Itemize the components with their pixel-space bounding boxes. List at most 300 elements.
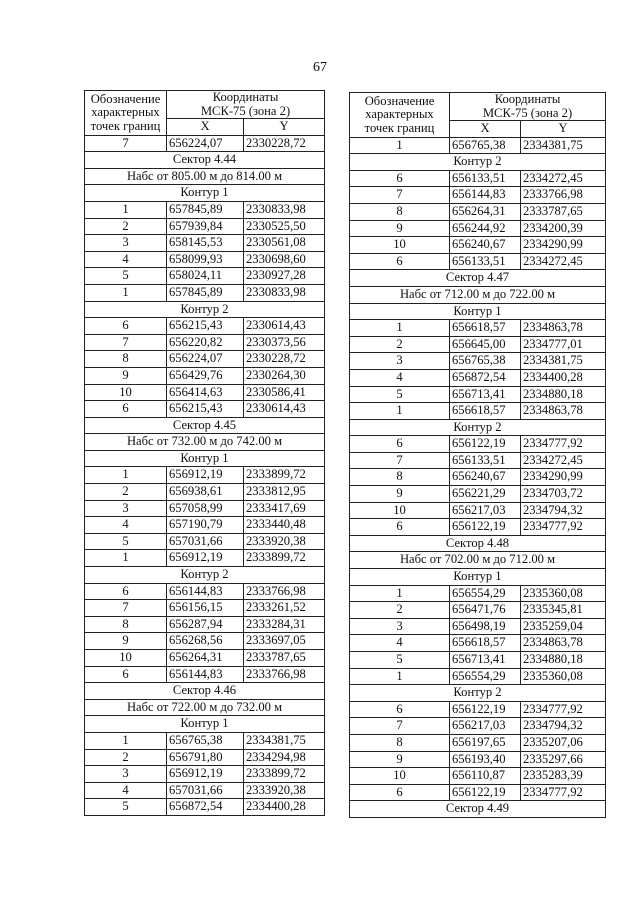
x-coordinate-cell: 656618,57 xyxy=(450,403,521,420)
y-coordinate-cell: 2333417,69 xyxy=(244,500,325,517)
y-header: Y xyxy=(244,119,325,136)
y-coordinate-cell: 2333261,52 xyxy=(244,600,325,617)
y-coordinate-cell: 2334381,75 xyxy=(521,137,606,154)
y-coordinate-cell: 2330927,28 xyxy=(244,268,325,285)
x-coordinate-cell: 657845,89 xyxy=(167,201,244,218)
point-number-cell: 9 xyxy=(85,633,167,650)
table-row xyxy=(85,268,325,285)
y-coordinate-cell: 2333766,98 xyxy=(244,583,325,600)
section-heading: Контур 1 xyxy=(85,450,325,467)
section-heading-row xyxy=(350,685,606,702)
table-row xyxy=(85,284,325,301)
section-heading: Сектор 4.45 xyxy=(85,417,325,434)
x-coordinate-cell: 657031,66 xyxy=(167,533,244,550)
point-number-cell: 2 xyxy=(85,218,167,235)
table-row xyxy=(350,253,606,270)
y-coordinate-cell: 2330228,72 xyxy=(244,351,325,368)
y-coordinate-cell: 2334777,01 xyxy=(521,336,606,353)
x-coordinate-cell: 656872,54 xyxy=(167,799,244,816)
table-row xyxy=(85,749,325,766)
section-heading-row xyxy=(85,699,325,716)
point-number-cell: 1 xyxy=(85,201,167,218)
table-row xyxy=(350,701,606,718)
x-coordinate-cell: 656765,38 xyxy=(450,137,521,154)
y-coordinate-cell: 2335345,81 xyxy=(521,602,606,619)
point-number-cell: 3 xyxy=(85,235,167,252)
table-row xyxy=(350,170,606,187)
table-row xyxy=(85,782,325,799)
point-number-cell: 9 xyxy=(350,751,450,768)
y-coordinate-cell: 2334794,32 xyxy=(521,502,606,519)
point-number-cell: 2 xyxy=(85,749,167,766)
table-row xyxy=(350,734,606,751)
y-coordinate-cell: 2334703,72 xyxy=(521,486,606,503)
y-coordinate-cell: 2333899,72 xyxy=(244,766,325,783)
section-heading: Контур 2 xyxy=(350,154,606,171)
x-coordinate-cell: 656224,07 xyxy=(167,135,244,152)
x-coordinate-cell: 656713,41 xyxy=(450,386,521,403)
point-number-cell: 9 xyxy=(350,486,450,503)
x-coordinate-cell: 656765,38 xyxy=(167,732,244,749)
y-coordinate-cell: 2333812,95 xyxy=(244,484,325,501)
x-coordinate-cell: 658145,53 xyxy=(167,235,244,252)
y-coordinate-cell: 2335207,06 xyxy=(521,734,606,751)
x-coordinate-cell: 658099,93 xyxy=(167,251,244,268)
table-row xyxy=(350,635,606,652)
section-heading: Контур 1 xyxy=(350,569,606,586)
section-heading-row xyxy=(350,801,606,818)
point-number-cell: 9 xyxy=(350,220,450,237)
page-number: 67 xyxy=(313,60,327,75)
table-row xyxy=(85,367,325,384)
table-row xyxy=(350,436,606,453)
table-row xyxy=(350,502,606,519)
point-number-cell: 6 xyxy=(350,519,450,536)
section-heading-row xyxy=(350,569,606,586)
table-row xyxy=(350,585,606,602)
x-coordinate-cell: 656133,51 xyxy=(450,170,521,187)
x-coordinate-cell: 658024,11 xyxy=(167,268,244,285)
y-coordinate-cell: 2335297,66 xyxy=(521,751,606,768)
header-line: Обозначение xyxy=(90,91,161,106)
x-coordinate-cell: 656221,29 xyxy=(450,486,521,503)
table-row xyxy=(85,135,325,152)
y-coordinate-cell: 2334777,92 xyxy=(521,436,606,453)
table-row xyxy=(85,650,325,667)
point-number-cell: 1 xyxy=(350,585,450,602)
table-row xyxy=(85,384,325,401)
point-number-cell: 2 xyxy=(350,602,450,619)
y-coordinate-cell: 2334272,45 xyxy=(521,170,606,187)
point-number-cell: 3 xyxy=(85,766,167,783)
section-heading-row xyxy=(85,417,325,434)
table-row xyxy=(85,732,325,749)
section-heading-row xyxy=(85,567,325,584)
point-number-cell: 5 xyxy=(350,652,450,669)
y-coordinate-cell: 2334381,75 xyxy=(244,732,325,749)
table-row xyxy=(85,201,325,218)
x-coordinate-cell: 656244,92 xyxy=(450,220,521,237)
x-coordinate-cell: 656220,82 xyxy=(167,334,244,351)
point-number-cell: 4 xyxy=(350,369,450,386)
point-number-cell: 10 xyxy=(350,237,450,254)
x-coordinate-cell: 656264,31 xyxy=(167,650,244,667)
table-row xyxy=(350,220,606,237)
y-coordinate-cell: 2334863,78 xyxy=(521,403,606,420)
section-heading: Набс от 732.00 м до 742.00 м xyxy=(85,434,325,451)
y-coordinate-cell: 2333440,48 xyxy=(244,517,325,534)
x-header: X xyxy=(167,119,244,136)
x-coordinate-cell: 656217,03 xyxy=(450,718,521,735)
x-coordinate-cell: 657058,99 xyxy=(167,500,244,517)
point-number-cell: 4 xyxy=(85,251,167,268)
header-line: точек границ xyxy=(364,120,435,135)
y-coordinate-cell: 2330698,60 xyxy=(244,251,325,268)
point-number-cell: 7 xyxy=(85,135,167,152)
point-number-cell: 1 xyxy=(350,403,450,420)
x-coordinate-cell: 656122,19 xyxy=(450,701,521,718)
table-row xyxy=(85,616,325,633)
table-row xyxy=(85,600,325,617)
section-heading: Набс от 805.00 м до 814.00 м xyxy=(85,168,325,185)
section-heading: Контур 2 xyxy=(85,301,325,318)
point-number-cell: 7 xyxy=(85,334,167,351)
table-row xyxy=(350,668,606,685)
y-coordinate-cell: 2334200,39 xyxy=(521,220,606,237)
header-line: Обозначение xyxy=(364,93,435,108)
point-number-cell: 5 xyxy=(85,268,167,285)
section-heading-row xyxy=(85,168,325,185)
table-row xyxy=(85,235,325,252)
y-coordinate-cell: 2334794,32 xyxy=(521,718,606,735)
point-number-cell: 4 xyxy=(85,517,167,534)
header-line: точек границ xyxy=(90,118,161,133)
point-number-cell: 1 xyxy=(350,137,450,154)
y-coordinate-cell: 2334777,92 xyxy=(521,519,606,536)
point-number-cell: 10 xyxy=(85,650,167,667)
section-heading: Сектор 4.49 xyxy=(350,801,606,818)
section-heading: Сектор 4.48 xyxy=(350,535,606,552)
y-coordinate-cell: 2334880,18 xyxy=(521,386,606,403)
y-coordinate-cell: 2335259,04 xyxy=(521,618,606,635)
point-designation-header xyxy=(85,91,167,136)
table-row xyxy=(350,602,606,619)
point-number-cell: 5 xyxy=(85,799,167,816)
x-coordinate-cell: 656240,67 xyxy=(450,237,521,254)
left-coordinates-table-wrapper xyxy=(84,90,324,816)
table-row xyxy=(350,353,606,370)
section-heading: Контур 1 xyxy=(85,716,325,733)
x-coordinate-cell: 656133,51 xyxy=(450,253,521,270)
table-row xyxy=(85,467,325,484)
table-row xyxy=(350,768,606,785)
point-number-cell: 6 xyxy=(85,318,167,335)
x-coordinate-cell: 657190,79 xyxy=(167,517,244,534)
table-row xyxy=(350,237,606,254)
left-coordinates-table xyxy=(84,90,325,816)
section-heading: Сектор 4.47 xyxy=(350,270,606,287)
y-coordinate-cell: 2330614,43 xyxy=(244,318,325,335)
point-number-cell: 3 xyxy=(350,618,450,635)
left-table-body xyxy=(85,135,325,815)
header-line: характерных xyxy=(365,107,434,122)
y-coordinate-cell: 2333284,31 xyxy=(244,616,325,633)
y-coordinate-cell: 2334863,78 xyxy=(521,635,606,652)
table-row xyxy=(350,718,606,735)
section-heading: Набс от 722.00 м до 732.00 м xyxy=(85,699,325,716)
table-row xyxy=(350,403,606,420)
point-number-cell: 10 xyxy=(350,502,450,519)
x-coordinate-cell: 656912,19 xyxy=(167,766,244,783)
section-heading-row xyxy=(85,683,325,700)
y-coordinate-cell: 2333920,38 xyxy=(244,782,325,799)
y-coordinate-cell: 2330561,08 xyxy=(244,235,325,252)
table-row xyxy=(350,386,606,403)
point-number-cell: 1 xyxy=(85,467,167,484)
table-row xyxy=(350,784,606,801)
y-coordinate-cell: 2334400,28 xyxy=(521,369,606,386)
point-number-cell: 3 xyxy=(350,353,450,370)
table-row xyxy=(85,583,325,600)
point-number-cell: 6 xyxy=(350,784,450,801)
x-coordinate-cell: 656414,63 xyxy=(167,384,244,401)
table-row xyxy=(85,318,325,335)
x-coordinate-cell: 656264,31 xyxy=(450,203,521,220)
coordinates-header xyxy=(450,93,606,121)
x-coordinate-cell: 656224,07 xyxy=(167,351,244,368)
y-header: Y xyxy=(521,121,606,138)
y-coordinate-cell: 2334880,18 xyxy=(521,652,606,669)
y-coordinate-cell: 2334777,92 xyxy=(521,784,606,801)
table-row xyxy=(350,336,606,353)
x-coordinate-cell: 656215,43 xyxy=(167,318,244,335)
point-number-cell: 4 xyxy=(350,635,450,652)
point-number-cell: 7 xyxy=(350,718,450,735)
y-coordinate-cell: 2330833,98 xyxy=(244,284,325,301)
x-coordinate-cell: 656912,19 xyxy=(167,467,244,484)
table-row xyxy=(350,519,606,536)
point-number-cell: 2 xyxy=(350,336,450,353)
y-coordinate-cell: 2335283,39 xyxy=(521,768,606,785)
point-number-cell: 5 xyxy=(85,533,167,550)
x-coordinate-cell: 656912,19 xyxy=(167,550,244,567)
table-row xyxy=(350,618,606,635)
section-heading-row xyxy=(85,434,325,451)
point-number-cell: 9 xyxy=(85,367,167,384)
x-coordinate-cell: 656156,15 xyxy=(167,600,244,617)
table-row xyxy=(85,799,325,816)
point-number-cell: 7 xyxy=(350,452,450,469)
x-coordinate-cell: 656122,19 xyxy=(450,519,521,536)
x-coordinate-cell: 656645,00 xyxy=(450,336,521,353)
table-row xyxy=(85,533,325,550)
header-line: МСК-75 (зона 2) xyxy=(200,103,291,118)
y-coordinate-cell: 2335360,08 xyxy=(521,668,606,685)
section-heading-row xyxy=(350,154,606,171)
point-number-cell: 10 xyxy=(85,384,167,401)
point-number-cell: 6 xyxy=(85,583,167,600)
point-number-cell: 1 xyxy=(85,284,167,301)
point-number-cell: 1 xyxy=(350,668,450,685)
point-number-cell: 8 xyxy=(350,469,450,486)
x-coordinate-cell: 656197,65 xyxy=(450,734,521,751)
y-coordinate-cell: 2333766,98 xyxy=(244,666,325,683)
point-number-cell: 8 xyxy=(350,203,450,220)
section-heading: Контур 1 xyxy=(85,185,325,202)
table-row xyxy=(350,320,606,337)
header-line: Координаты xyxy=(494,92,561,106)
coordinates-header xyxy=(167,91,325,119)
x-coordinate-cell: 657939,84 xyxy=(167,218,244,235)
point-number-cell: 6 xyxy=(350,436,450,453)
section-heading: Сектор 4.44 xyxy=(85,152,325,169)
x-coordinate-cell: 656429,76 xyxy=(167,367,244,384)
point-number-cell: 6 xyxy=(350,701,450,718)
x-coordinate-cell: 656287,94 xyxy=(167,616,244,633)
point-number-cell: 4 xyxy=(85,782,167,799)
header-line: МСК-75 (зона 2) xyxy=(482,105,573,120)
y-coordinate-cell: 2330525,50 xyxy=(244,218,325,235)
x-coordinate-cell: 657845,89 xyxy=(167,284,244,301)
header-line: характерных xyxy=(91,105,160,120)
table-row xyxy=(350,652,606,669)
point-number-cell: 8 xyxy=(85,351,167,368)
y-coordinate-cell: 2330264,30 xyxy=(244,367,325,384)
point-number-cell: 1 xyxy=(350,320,450,337)
x-coordinate-cell: 656618,57 xyxy=(450,320,521,337)
y-coordinate-cell: 2333920,38 xyxy=(244,533,325,550)
x-coordinate-cell: 656713,41 xyxy=(450,652,521,669)
table-row xyxy=(350,469,606,486)
x-coordinate-cell: 656791,80 xyxy=(167,749,244,766)
table-row xyxy=(85,401,325,418)
table-row xyxy=(85,218,325,235)
section-heading-row xyxy=(85,185,325,202)
x-coordinate-cell: 656872,54 xyxy=(450,369,521,386)
x-coordinate-cell: 656240,67 xyxy=(450,469,521,486)
point-number-cell: 6 xyxy=(350,170,450,187)
y-coordinate-cell: 2335360,08 xyxy=(521,585,606,602)
table-row xyxy=(85,500,325,517)
x-coordinate-cell: 656554,29 xyxy=(450,585,521,602)
table-row xyxy=(85,633,325,650)
point-number-cell: 2 xyxy=(85,484,167,501)
y-coordinate-cell: 2330614,43 xyxy=(244,401,325,418)
table-row xyxy=(85,666,325,683)
point-number-cell: 3 xyxy=(85,500,167,517)
point-number-cell: 10 xyxy=(350,768,450,785)
x-coordinate-cell: 656122,19 xyxy=(450,784,521,801)
table-row xyxy=(350,452,606,469)
point-number-cell: 5 xyxy=(350,386,450,403)
y-coordinate-cell: 2334777,92 xyxy=(521,701,606,718)
section-heading-row xyxy=(85,301,325,318)
y-coordinate-cell: 2333787,65 xyxy=(244,650,325,667)
y-coordinate-cell: 2333787,65 xyxy=(521,203,606,220)
y-coordinate-cell: 2330228,72 xyxy=(244,135,325,152)
x-coordinate-cell: 657031,66 xyxy=(167,782,244,799)
x-coordinate-cell: 656110,87 xyxy=(450,768,521,785)
section-heading: Контур 2 xyxy=(350,419,606,436)
y-coordinate-cell: 2334400,28 xyxy=(244,799,325,816)
y-coordinate-cell: 2333899,72 xyxy=(244,550,325,567)
x-coordinate-cell: 656471,76 xyxy=(450,602,521,619)
y-coordinate-cell: 2330373,56 xyxy=(244,334,325,351)
section-heading-row xyxy=(350,535,606,552)
right-coordinates-table xyxy=(349,92,606,818)
table-row xyxy=(350,187,606,204)
x-coordinate-cell: 656498,19 xyxy=(450,618,521,635)
section-heading: Контур 1 xyxy=(350,303,606,320)
point-number-cell: 7 xyxy=(85,600,167,617)
section-heading-row xyxy=(350,270,606,287)
point-number-cell: 7 xyxy=(350,187,450,204)
x-coordinate-cell: 656215,43 xyxy=(167,401,244,418)
y-coordinate-cell: 2333697,05 xyxy=(244,633,325,650)
section-heading-row xyxy=(350,552,606,569)
point-number-cell: 6 xyxy=(85,666,167,683)
point-number-cell: 8 xyxy=(85,616,167,633)
y-coordinate-cell: 2330833,98 xyxy=(244,201,325,218)
point-number-cell: 1 xyxy=(85,732,167,749)
point-number-cell: 1 xyxy=(85,550,167,567)
x-coordinate-cell: 656554,29 xyxy=(450,668,521,685)
x-coordinate-cell: 656144,83 xyxy=(167,583,244,600)
section-heading: Контур 2 xyxy=(350,685,606,702)
x-header: X xyxy=(450,121,521,138)
y-coordinate-cell: 2330586,41 xyxy=(244,384,325,401)
section-heading: Сектор 4.46 xyxy=(85,683,325,700)
y-coordinate-cell: 2333766,98 xyxy=(521,187,606,204)
point-number-cell: 6 xyxy=(350,253,450,270)
x-coordinate-cell: 656618,57 xyxy=(450,635,521,652)
table-row xyxy=(85,550,325,567)
section-heading: Набс от 702.00 м до 712.00 м xyxy=(350,552,606,569)
table-row xyxy=(85,766,325,783)
x-coordinate-cell: 656193,40 xyxy=(450,751,521,768)
section-heading-row xyxy=(350,286,606,303)
table-row xyxy=(350,203,606,220)
y-coordinate-cell: 2334272,45 xyxy=(521,253,606,270)
right-coordinates-table-wrapper xyxy=(349,92,605,818)
x-coordinate-cell: 656765,38 xyxy=(450,353,521,370)
y-coordinate-cell: 2334381,75 xyxy=(521,353,606,370)
section-heading: Контур 2 xyxy=(85,567,325,584)
y-coordinate-cell: 2334290,99 xyxy=(521,469,606,486)
table-row xyxy=(350,486,606,503)
table-row xyxy=(85,351,325,368)
section-heading-row xyxy=(85,716,325,733)
y-coordinate-cell: 2334290,99 xyxy=(521,237,606,254)
table-row xyxy=(350,369,606,386)
table-row xyxy=(85,517,325,534)
point-number-cell: 8 xyxy=(350,734,450,751)
x-coordinate-cell: 656144,83 xyxy=(167,666,244,683)
right-table-body xyxy=(350,137,606,817)
y-coordinate-cell: 2334863,78 xyxy=(521,320,606,337)
point-designation-header xyxy=(350,93,450,138)
table-row xyxy=(350,751,606,768)
section-heading: Набс от 712.00 м до 722.00 м xyxy=(350,286,606,303)
x-coordinate-cell: 656268,56 xyxy=(167,633,244,650)
y-coordinate-cell: 2333899,72 xyxy=(244,467,325,484)
table-row xyxy=(85,484,325,501)
section-heading-row xyxy=(85,450,325,467)
y-coordinate-cell: 2334272,45 xyxy=(521,452,606,469)
point-number-cell: 6 xyxy=(85,401,167,418)
x-coordinate-cell: 656217,03 xyxy=(450,502,521,519)
section-heading-row xyxy=(350,419,606,436)
